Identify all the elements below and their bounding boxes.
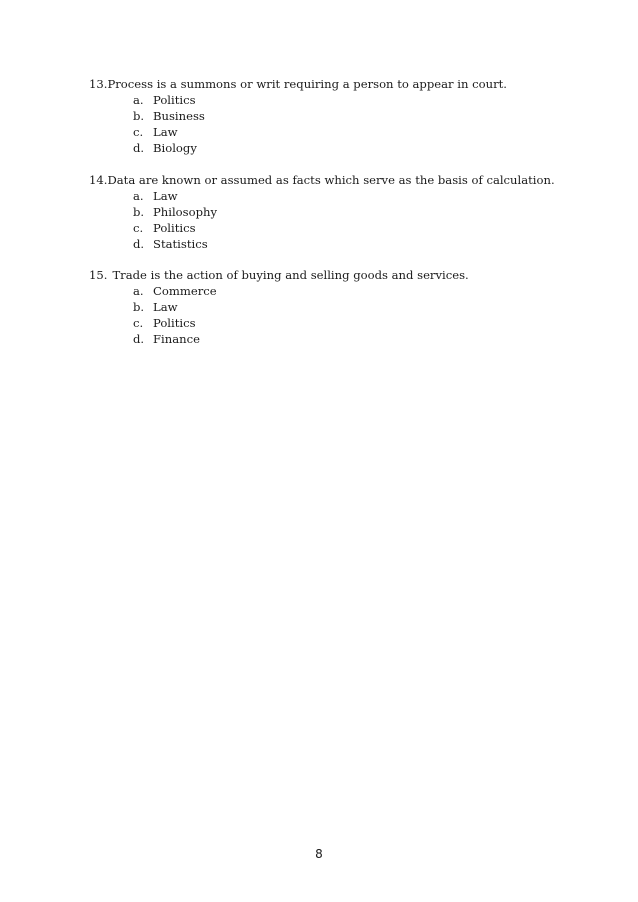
option-text: Politics [153, 93, 196, 107]
question-stem [89, 76, 609, 92]
option-letter: b. [133, 205, 145, 219]
option-list [89, 188, 609, 252]
question-15 [89, 267, 609, 347]
option-text: Biology [153, 141, 197, 155]
option-text: Law [153, 125, 178, 139]
option-letter: c. [133, 125, 144, 139]
question-stem [89, 172, 609, 188]
option-letter: b. [133, 109, 145, 123]
option-b [89, 204, 609, 220]
option-c [89, 124, 609, 140]
question-text: Data are known or assumed as facts which serve as the basis of calculation. [107, 173, 555, 187]
option-b [89, 299, 609, 315]
option-text: Law [153, 189, 178, 203]
question-14 [89, 172, 609, 252]
question-number: 13. [89, 77, 108, 91]
option-text: Finance [153, 332, 200, 346]
question-number: 14. [89, 173, 108, 187]
question-stem [89, 267, 609, 283]
option-c [89, 220, 609, 236]
option-text: Politics [153, 316, 196, 330]
option-list [89, 283, 609, 347]
question-text: Trade is the action of buying and selling goods and services. [112, 268, 469, 282]
option-letter: b. [133, 300, 145, 314]
option-text: Commerce [153, 284, 217, 298]
option-letter: a. [133, 284, 144, 298]
page-number: 8 [315, 847, 323, 861]
option-d [89, 331, 609, 347]
option-letter: a. [133, 93, 144, 107]
option-a [89, 92, 609, 108]
option-b [89, 108, 609, 124]
option-a [89, 188, 609, 204]
option-list [89, 92, 609, 156]
option-d [89, 140, 609, 156]
option-text: Politics [153, 221, 196, 235]
question-text: Process is a summons or writ requiring a person to appear in court. [107, 77, 507, 91]
option-letter: c. [133, 316, 144, 330]
option-letter: d. [133, 237, 145, 251]
option-a [89, 283, 609, 299]
option-d [89, 236, 609, 252]
option-text: Business [153, 109, 205, 123]
option-letter: a. [133, 189, 144, 203]
option-text: Statistics [153, 237, 208, 251]
question-number: 15. [89, 268, 108, 282]
question-13 [89, 76, 609, 156]
option-letter: d. [133, 332, 145, 346]
option-c [89, 315, 609, 331]
option-letter: c. [133, 221, 144, 235]
option-text: Philosophy [153, 205, 218, 219]
option-text: Law [153, 300, 178, 314]
option-letter: d. [133, 141, 145, 155]
